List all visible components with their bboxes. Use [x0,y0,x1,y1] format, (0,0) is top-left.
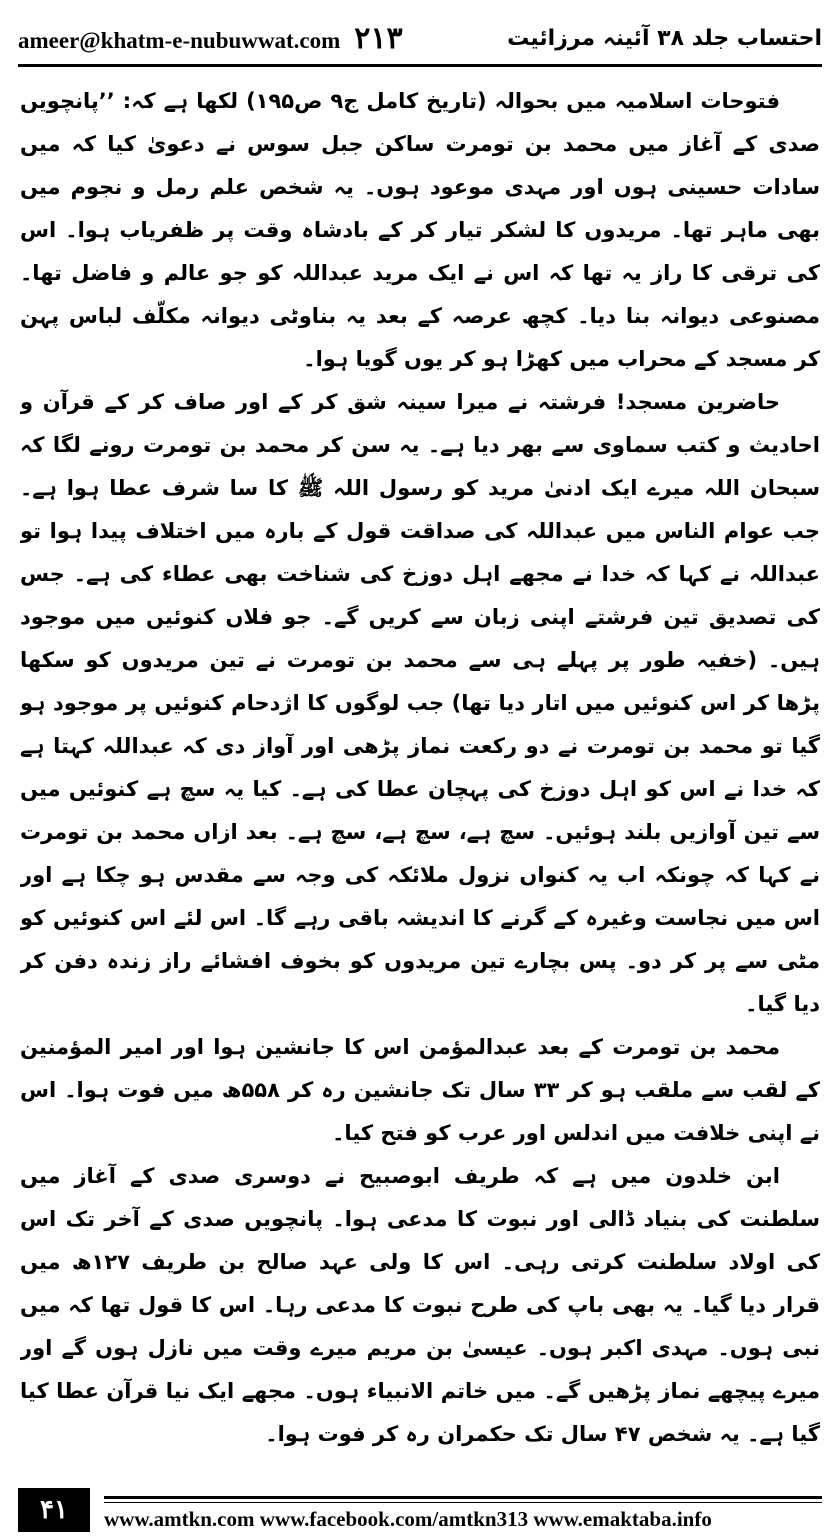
paragraph-2: حاضرین مسجد! فرشتہ نے میرا سینہ شق کر کے اور صاف کر کے قرآن و احادیث و کتب سماوی سے بھر دیا ہے۔ یہ سن کر محمد بن تومرت رونے لگا کہ سبحان اللہ میرے ایک ادنیٰ مرید کو رسول اللہ ﷺ کا سا شرف عطا ہوا ہے۔ جب عوام الناس میں عبداللہ کی صداقت قول کے بارہ میں اختلاف پیدا ہوا تو عبداللہ نے کہا کہ خدا نے مجھے اہل دوزخ کی شناخت بھی عطاء کی ہے۔ جس کی تصدیق تین فرشتے اپنی زبان سے کریں گے۔ جو فلاں کنوئیں میں موجود ہیں۔ (خفیہ طور پر پہلے ہی سے محمد بن تومرت نے تین مریدوں کو سکھا پڑھا کر اس کنوئیں میں اتار دیا تھا) جب لوگوں کا اژدحام کنوئیں پر موجود ہو گیا تو محمد بن تومرت نے دو رکعت نماز پڑھی اور آواز دی کہ عبداللہ کہتا ہے کہ خدا نے اس کو اہل دوزخ کی پہچان عطا کی ہے۔ کیا یہ سچ ہے کنوئیں میں سے تین آوازیں بلند ہوئیں۔ سچ ہے، سچ ہے، سچ ہے۔ بعد ازاں محمد بن تومرت نے کہا کہ چونکہ اب یہ کنواں نزول ملائکہ کی وجہ سے مقدس ہو چکا ہے اور اس میں نجاست وغیرہ کے گرنے کا اندیشہ باقی رہے گا۔ اس لئے اس کنوئیں کو مٹی سے پر کر دو۔ پس بچارے تین مریدوں کو بخوف افشائے راز زندہ دفن کر دیا گیا۔ [20,390,820,1016]
footer-links-area [90,1488,822,1532]
footer-links[interactable]: www.amtkn.com www.facebook.com/amtkn313 www.emaktaba.info [104,1507,712,1531]
paragraph-1: فتوحات اسلامیہ میں بحوالہ (تاریخ کامل ج۹ ص۱۹۵) لکھا ہے کہ: ’’پانچویں صدی کے آغاز میں محمد بن تومرت ساکن جبل سوس نے دعویٰ کیا کہ میں سادات حسینی ہوں اور مہدی موعود ہوں۔ یہ شخص علم رمل و نجوم میں بھی ماہر تھا۔ مریدوں کا لشکر تیار کر کے بادشاہ وقت پر ظفریاب ہوا۔ اس کی ترقی کا راز یہ تھا کہ اس نے ایک مرید عبداللہ کو جو عالم و فاضل تھا۔ مصنوعی دیوانہ بنا دیا۔ کچھ عرصہ کے بعد یہ بناوٹی دیوانہ مکلّف لباس پہن کر مسجد کے محراب میں کھڑا ہو کر یوں گویا ہوا۔ [20,89,820,371]
page-body [20,80,820,1475]
header-left [18,21,403,56]
paragraph-3: محمد بن تومرت کے بعد عبدالمؤمن اس کا جانشین ہوا اور امیر المؤمنین کے لقب سے ملقب ہو کر ۳۳ سال تک جانشین رہ کر ۵۵۸ھ میں فوت ہوا۔ اس نے اپنی خلافت میں اندلس اور عرب کو فتح کیا۔ [20,1035,820,1145]
page-header [18,14,822,62]
page-footer [18,1488,822,1532]
footer-page-number: ۴۱ [18,1488,90,1532]
running-title: احتساب جلد ۳۸ آئینہ مرزائیت [507,25,822,51]
paragraph-4: ابن خلدون میں ہے کہ طریف ابوصبیح نے دوسری صدی کے آغاز میں سلطنت کی بنیاد ڈالی اور نبوت کا مدعی ہوا۔ پانچویں صدی کے آخر تک اس کی اولاد سلطنت کرتی رہی۔ اس کا ولی عہد صالح بن طریف ۱۲۷ھ میں قرار دیا گیا۔ یہ بھی باپ کی طرح نبوت کا مدعی رہا۔ اس کا قول تھا کہ میں نبی ہوں۔ مہدی اکبر ہوں۔ عیسیٰ بن مریم میرے وقت میں نازل ہوں گے اور میرے پیچھے نماز پڑھیں گے۔ میں خاتم الانبیاء ہوں۔ مجھے ایک نیا قرآن عطا کیا گیا ہے۔ یہ شخص ۴۷ سال تک حکمران رہ کر فوت ہوا۔ [20,1164,820,1446]
header-email[interactable]: ameer@khatm-e-nubuwwat.com [18,27,341,53]
footer-rule-thin [104,1502,822,1503]
footer-rule-thick [104,1496,822,1499]
header-page-number: ۲۱۳ [354,20,403,56]
header-rule [18,64,822,67]
